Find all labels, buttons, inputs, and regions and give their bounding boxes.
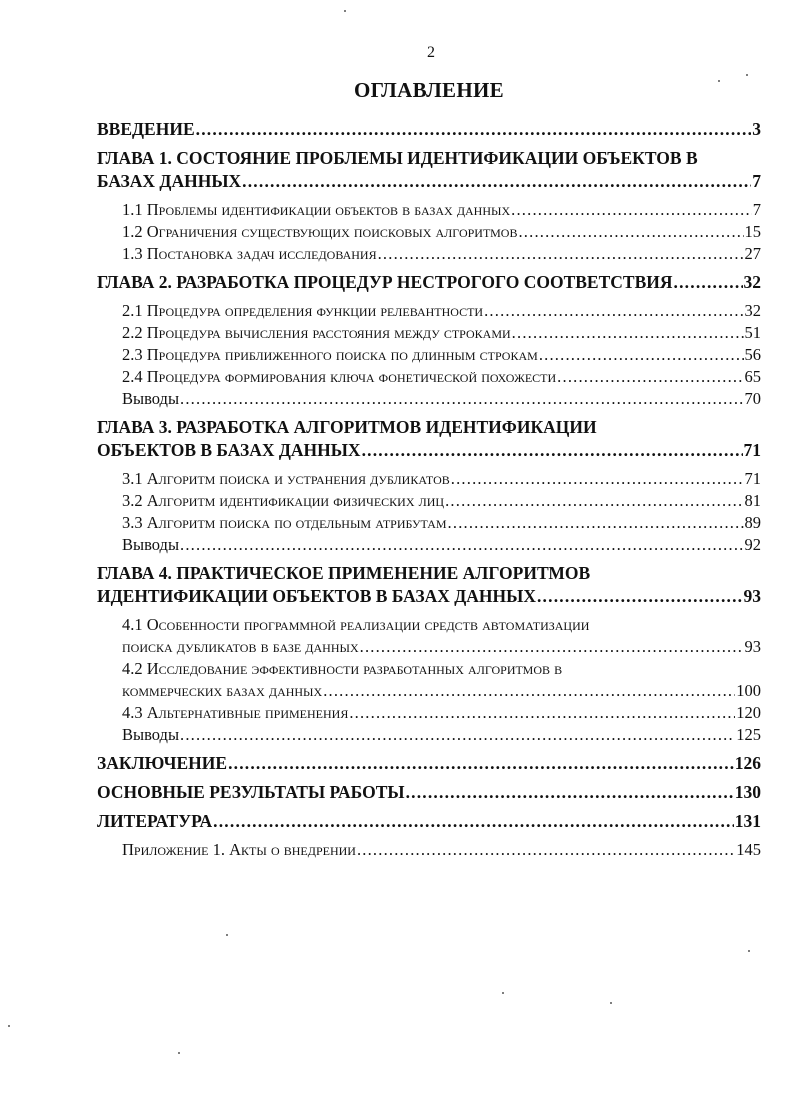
toc-entry-page: 125 <box>736 725 761 744</box>
toc-entry-title: 2.3 Процедура приближенного поиска по длинным строкам <box>122 345 538 364</box>
toc-entry-title: 3.3 Алгоритм поиска по отдельным атрибутам <box>122 513 447 532</box>
toc-entry-page: 3 <box>752 119 761 139</box>
toc-entry[interactable] <box>97 490 761 512</box>
toc-entry[interactable] <box>97 534 761 556</box>
scan-speck <box>502 992 504 994</box>
dot-leader <box>511 199 752 221</box>
toc-entry-page: 71 <box>743 440 761 460</box>
toc-entry-title: 2.1 Процедура определения функции релевантности <box>122 301 484 320</box>
toc-entry-page: 27 <box>744 244 761 263</box>
toc-entry-title: ЗАКЛЮЧЕНИЕ <box>97 753 228 773</box>
toc-entry[interactable] <box>97 724 761 746</box>
dot-leader <box>557 366 743 388</box>
toc-entry-title: Выводы <box>122 725 180 744</box>
dot-leader <box>674 271 743 294</box>
toc-entry-page: 32 <box>743 272 761 292</box>
toc-entry-page: 56 <box>744 345 761 364</box>
toc-entry-page: 32 <box>744 301 761 320</box>
toc-entry-title: 4.3 Альтернативные применения <box>122 703 349 722</box>
toc-entry[interactable] <box>97 199 761 221</box>
toc-entry[interactable] <box>97 810 761 833</box>
dot-leader <box>539 344 744 366</box>
toc-entry-page: 7 <box>752 200 761 219</box>
dot-leader <box>378 243 744 265</box>
toc-entry-page: 100 <box>736 681 761 700</box>
table-of-contents <box>97 118 761 861</box>
toc-entry[interactable] <box>97 221 761 243</box>
dot-leader <box>228 752 734 775</box>
dot-leader <box>445 490 743 512</box>
toc-entry-title: ВВЕДЕНИЕ <box>97 119 195 139</box>
dot-leader <box>213 810 734 833</box>
dot-leader <box>323 680 735 702</box>
toc-entry-page: 7 <box>752 171 761 191</box>
toc-entry[interactable] <box>97 271 761 294</box>
dot-leader <box>362 439 743 462</box>
toc-entry-title: ГЛАВА 4. ПРАКТИЧЕСКОЕ ПРИМЕНЕНИЕ АЛГОРИТМОВ <box>97 563 591 583</box>
scan-speck <box>610 1002 612 1004</box>
toc-entry-page: 130 <box>734 782 761 802</box>
dot-leader <box>406 781 734 804</box>
toc-entry-title: ЛИТЕРАТУРА <box>97 811 213 831</box>
toc-entry-title: ГЛАВА 1. СОСТОЯНИЕ ПРОБЛЕМЫ ИДЕНТИФИКАЦИИ ОБЪЕКТОВ В <box>97 148 698 168</box>
dot-leader <box>357 839 735 861</box>
toc-entry-title: 3.2 Алгоритм идентификации физических лиц <box>122 491 445 510</box>
toc-entry-title: поиска дубликатов в базе данных <box>122 637 359 656</box>
dot-leader <box>180 388 743 410</box>
toc-entry-title: 4.1 Особенности программной реализации средств автоматизации <box>122 615 590 634</box>
toc-entry-title: 2.2 Процедура вычисления расстояния между строками <box>122 323 511 342</box>
scan-speck <box>718 80 720 82</box>
scan-speck <box>344 10 346 12</box>
dot-leader <box>196 118 752 141</box>
toc-entry[interactable] <box>97 781 761 804</box>
toc-entry-title: 2.4 Процедура формирования ключа фонетической похожести <box>122 367 557 386</box>
toc-entry-title: 3.1 Алгоритм поиска и устранения дубликатов <box>122 469 450 488</box>
toc-entry-title: ГЛАВА 3. РАЗРАБОТКА АЛГОРИТМОВ ИДЕНТИФИКАЦИИ <box>97 417 597 437</box>
toc-entry-title: Выводы <box>122 389 180 408</box>
toc-entry[interactable] <box>97 752 761 775</box>
toc-entry-title: 1.3 Постановка задач исследования <box>122 244 377 263</box>
dot-leader <box>484 300 743 322</box>
toc-entry-title: 4.2 Исследование эффективности разработанных алгоритмов в <box>122 659 563 678</box>
dot-leader <box>518 221 743 243</box>
dot-leader <box>537 585 743 608</box>
toc-entry[interactable] <box>97 702 761 724</box>
dot-leader <box>451 468 744 490</box>
toc-entry[interactable] <box>97 658 761 702</box>
toc-entry-title: ИДЕНТИФИКАЦИИ ОБЪЕКТОВ В БАЗАХ ДАННЫХ <box>97 586 536 606</box>
dot-leader <box>349 702 735 724</box>
toc-title: ОГЛАВЛЕНИЕ <box>354 78 504 102</box>
toc-entry-page: 15 <box>744 222 761 241</box>
toc-entry[interactable] <box>97 147 761 193</box>
toc-entry-page: 71 <box>744 469 761 488</box>
toc-entry-title: ГЛАВА 2. РАЗРАБОТКА ПРОЦЕДУР НЕСТРОГОГО СООТВЕТСТВИЯ <box>97 272 673 292</box>
toc-entry-title: коммерческих базах данных <box>122 681 323 700</box>
dot-leader <box>448 512 744 534</box>
toc-entry[interactable] <box>97 512 761 534</box>
dot-leader <box>360 636 744 658</box>
toc-entry[interactable] <box>97 388 761 410</box>
toc-entry[interactable] <box>97 344 761 366</box>
toc-entry[interactable] <box>97 614 761 658</box>
toc-entry-title: 1.2 Ограничения существующих поисковых алгоритмов <box>122 222 518 241</box>
toc-entry-title: БАЗАХ ДАННЫХ <box>97 171 242 191</box>
scan-speck <box>226 934 228 936</box>
dot-leader <box>180 534 743 556</box>
toc-entry-title: Приложение 1. Акты о внедрении <box>122 840 356 859</box>
scan-speck <box>746 74 748 76</box>
toc-entry-title: ОСНОВНЫЕ РЕЗУЛЬТАТЫ РАБОТЫ <box>97 782 405 802</box>
toc-entry-page: 92 <box>744 535 761 554</box>
toc-entry-page: 81 <box>744 491 761 510</box>
dot-leader <box>242 170 751 193</box>
page-number: 2 <box>427 44 435 61</box>
toc-entry[interactable] <box>97 416 761 462</box>
toc-entry-page: 93 <box>743 586 761 606</box>
toc-entry-page: 89 <box>744 513 761 532</box>
toc-entry[interactable] <box>97 562 761 608</box>
toc-entry[interactable] <box>97 322 761 344</box>
toc-entry-page: 126 <box>734 753 761 773</box>
scan-speck <box>748 950 750 952</box>
toc-entry[interactable] <box>97 468 761 490</box>
toc-entry-page: 93 <box>744 637 761 656</box>
toc-entry-title: ОБЪЕКТОВ В БАЗАХ ДАННЫХ <box>97 440 361 460</box>
toc-entry-page: 145 <box>736 840 761 859</box>
scan-speck <box>178 1052 180 1054</box>
toc-entry[interactable] <box>97 839 761 861</box>
toc-entry-page: 51 <box>744 323 761 342</box>
toc-entry[interactable] <box>97 118 761 141</box>
toc-entry-title: Выводы <box>122 535 180 554</box>
dot-leader <box>512 322 744 344</box>
toc-entry-title: 1.1 Проблемы идентификации объектов в базах данных <box>122 200 511 219</box>
toc-entry[interactable] <box>97 243 761 265</box>
toc-entry[interactable] <box>97 366 761 388</box>
toc-entry-page: 65 <box>744 367 761 386</box>
toc-entry-page: 131 <box>734 811 761 831</box>
dot-leader <box>180 724 735 746</box>
toc-entry[interactable] <box>97 300 761 322</box>
toc-entry-page: 70 <box>744 389 761 408</box>
scan-speck <box>8 1025 10 1027</box>
toc-entry-page: 120 <box>736 703 761 722</box>
